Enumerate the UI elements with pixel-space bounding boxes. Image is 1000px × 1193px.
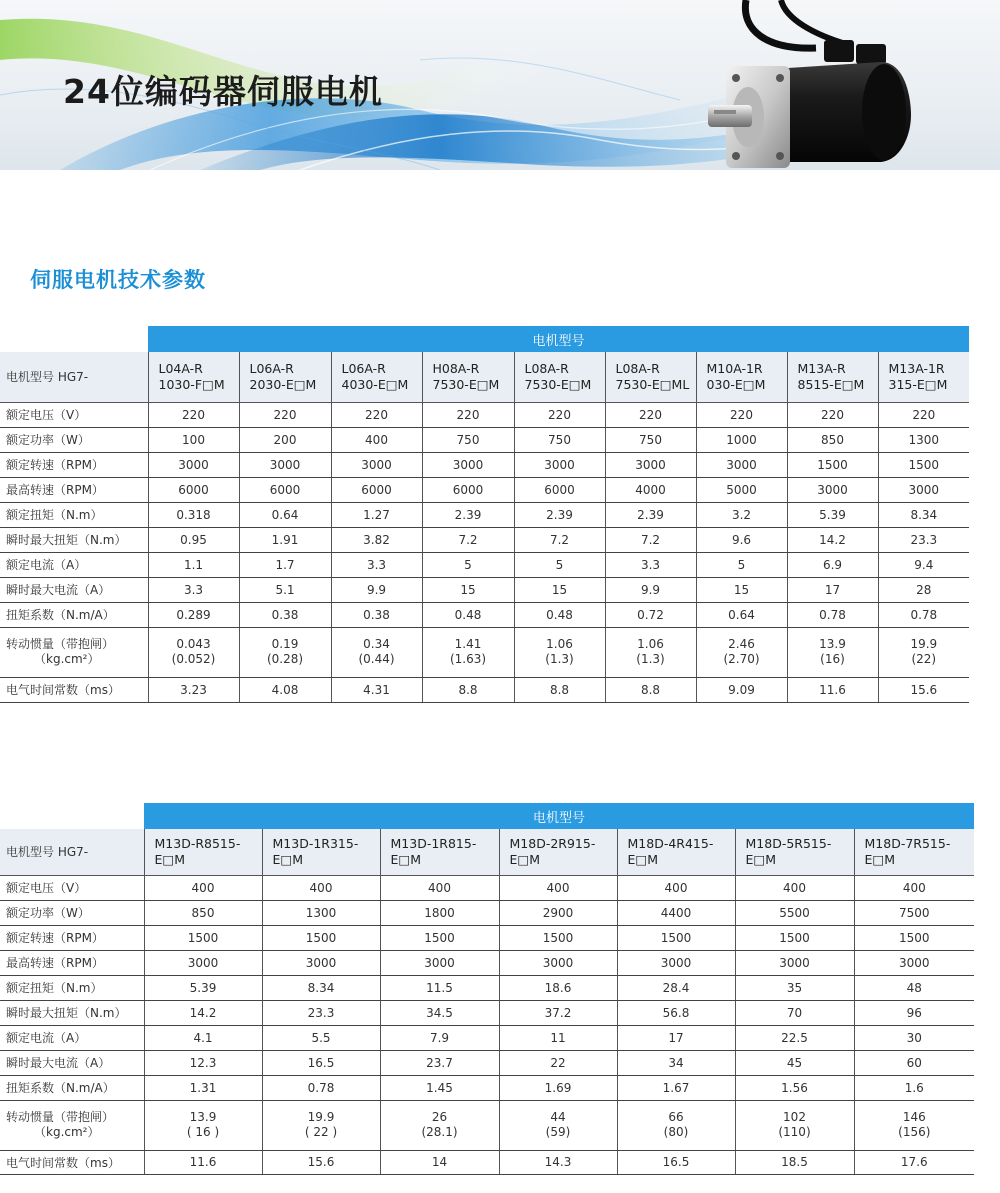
spec-value-cell: 2900 bbox=[499, 900, 617, 925]
spec-row bbox=[0, 900, 974, 925]
spec-value-cell: 7500 bbox=[854, 900, 974, 925]
spec-row bbox=[0, 452, 969, 477]
spec-value-cell: 1.45 bbox=[380, 1075, 499, 1100]
spec-value-cell: 220 bbox=[787, 402, 878, 427]
spec-value-cell: 16.5 bbox=[617, 1150, 735, 1174]
spec-value-cell: 0.38 bbox=[331, 602, 422, 627]
spec-value-cell: 6000 bbox=[331, 477, 422, 502]
spec-value-cell: 23.3 bbox=[878, 527, 969, 552]
spec-value-cell: 850 bbox=[787, 427, 878, 452]
spec-value-cell: 1.56 bbox=[735, 1075, 854, 1100]
spec-value-cell: 34.5 bbox=[380, 1000, 499, 1025]
spec-value-cell: 28 bbox=[878, 577, 969, 602]
spec-value-cell: 2.39 bbox=[422, 502, 514, 527]
spec-value-cell: 3000 bbox=[239, 452, 331, 477]
spec-row bbox=[0, 427, 969, 452]
servo-motor-image bbox=[706, 0, 1000, 170]
spec-row-label: 转动惯量（带抱闸） （kg.cm²） bbox=[0, 1100, 144, 1150]
spec-row-label: 额定功率（W） bbox=[0, 900, 144, 925]
spec-value-cell: 1.41 (1.63) bbox=[422, 627, 514, 677]
spec-table-400v bbox=[0, 803, 974, 1175]
spec-value-cell: 3.2 bbox=[696, 502, 787, 527]
spec-row bbox=[0, 925, 974, 950]
spec-value-cell: 17.6 bbox=[854, 1150, 974, 1174]
spec-value-cell: 13.9 (16) bbox=[787, 627, 878, 677]
spec-value-cell: 1.67 bbox=[617, 1075, 735, 1100]
spec-value-cell: 3000 bbox=[422, 452, 514, 477]
spec-value-cell: 3000 bbox=[878, 477, 969, 502]
spec-value-cell: 220 bbox=[514, 402, 605, 427]
spec-value-cell: 5 bbox=[514, 552, 605, 577]
spec-row-label: 电气时间常数（ms） bbox=[0, 677, 148, 702]
spec-value-cell: 220 bbox=[239, 402, 331, 427]
spec-row bbox=[0, 1075, 974, 1100]
spec-value-cell: 1.7 bbox=[239, 552, 331, 577]
spec-value-cell: 220 bbox=[696, 402, 787, 427]
spec-row-inertia bbox=[0, 627, 969, 677]
spec-value-cell: 5000 bbox=[696, 477, 787, 502]
model-band-row bbox=[0, 803, 974, 829]
spec-value-cell: 0.289 bbox=[148, 602, 239, 627]
spec-value-cell: 9.9 bbox=[605, 577, 696, 602]
spec-value-cell: 200 bbox=[239, 427, 331, 452]
spec-value-cell: 9.6 bbox=[696, 527, 787, 552]
model-row bbox=[0, 352, 969, 402]
spec-value-cell: 19.9 (22) bbox=[878, 627, 969, 677]
spec-value-cell: 0.38 bbox=[239, 602, 331, 627]
spec-value-cell: 6000 bbox=[239, 477, 331, 502]
spec-value-cell: 0.78 bbox=[787, 602, 878, 627]
model-cell: M13D-1R315- E□M bbox=[262, 829, 380, 875]
spec-value-cell: 15 bbox=[422, 577, 514, 602]
spec-row bbox=[0, 677, 969, 702]
spec-value-cell: 8.34 bbox=[878, 502, 969, 527]
spec-row-label: 额定转速（RPM） bbox=[0, 452, 148, 477]
spec-value-cell: 2.46 (2.70) bbox=[696, 627, 787, 677]
spec-value-cell: 0.34 (0.44) bbox=[331, 627, 422, 677]
spec-value-cell: 1300 bbox=[262, 900, 380, 925]
spec-value-cell: 17 bbox=[787, 577, 878, 602]
spec-value-cell: 56.8 bbox=[617, 1000, 735, 1025]
spec-value-cell: 18.6 bbox=[499, 975, 617, 1000]
spec-value-cell: 35 bbox=[735, 975, 854, 1000]
spec-row bbox=[0, 1150, 974, 1174]
spec-value-cell: 0.48 bbox=[514, 602, 605, 627]
spec-value-cell: 2.39 bbox=[514, 502, 605, 527]
model-cell: L06A-R 4030-E□M bbox=[331, 352, 422, 402]
spec-value-cell: 3000 bbox=[617, 950, 735, 975]
spec-row-label: 最高转速（RPM） bbox=[0, 950, 144, 975]
spec-row-label: 转动惯量（带抱闸） （kg.cm²） bbox=[0, 627, 148, 677]
spec-value-cell: 850 bbox=[144, 900, 262, 925]
spec-row bbox=[0, 477, 969, 502]
spec-value-cell: 9.4 bbox=[878, 552, 969, 577]
spec-value-cell: 4.31 bbox=[331, 677, 422, 702]
spec-value-cell: 11.6 bbox=[787, 677, 878, 702]
model-band-label: 电机型号 bbox=[144, 803, 974, 829]
spec-row bbox=[0, 552, 969, 577]
spec-value-cell: 3.23 bbox=[148, 677, 239, 702]
model-cell: M13D-1R815- E□M bbox=[380, 829, 499, 875]
spec-value-cell: 19.9 ( 22 ) bbox=[262, 1100, 380, 1150]
spec-value-cell: 8.34 bbox=[262, 975, 380, 1000]
spec-value-cell: 28.4 bbox=[617, 975, 735, 1000]
spec-value-cell: 4400 bbox=[617, 900, 735, 925]
spec-value-cell: 60 bbox=[854, 1050, 974, 1075]
spec-value-cell: 22 bbox=[499, 1050, 617, 1075]
spec-value-cell: 3000 bbox=[331, 452, 422, 477]
spec-value-cell: 16.5 bbox=[262, 1050, 380, 1075]
spec-value-cell: 1.31 bbox=[144, 1075, 262, 1100]
spec-value-cell: 3.3 bbox=[148, 577, 239, 602]
spec-value-cell: 70 bbox=[735, 1000, 854, 1025]
spec-value-cell: 0.19 (0.28) bbox=[239, 627, 331, 677]
spec-value-cell: 5500 bbox=[735, 900, 854, 925]
spec-row-label: 瞬时最大扭矩（N.m） bbox=[0, 1000, 144, 1025]
spec-value-cell: 13.9 ( 16 ) bbox=[144, 1100, 262, 1150]
model-cell: L06A-R 2030-E□M bbox=[239, 352, 331, 402]
spec-value-cell: 0.043 (0.052) bbox=[148, 627, 239, 677]
spec-value-cell: 220 bbox=[605, 402, 696, 427]
spec-value-cell: 4000 bbox=[605, 477, 696, 502]
spec-value-cell: 23.7 bbox=[380, 1050, 499, 1075]
model-row bbox=[0, 829, 974, 875]
banner-title: 24位编码器伺服电机 bbox=[63, 72, 383, 111]
spec-row-label: 瞬时最大电流（A） bbox=[0, 577, 148, 602]
model-band-label: 电机型号 bbox=[148, 326, 969, 352]
spec-value-cell: 220 bbox=[331, 402, 422, 427]
spec-value-cell: 1500 bbox=[617, 925, 735, 950]
spec-value-cell: 17 bbox=[617, 1025, 735, 1050]
spec-table-220v bbox=[0, 326, 969, 703]
spec-value-cell: 1500 bbox=[735, 925, 854, 950]
spec-value-cell: 7.9 bbox=[380, 1025, 499, 1050]
spec-value-cell: 1.06 (1.3) bbox=[605, 627, 696, 677]
spec-value-cell: 3000 bbox=[148, 452, 239, 477]
spec-value-cell: 26 (28.1) bbox=[380, 1100, 499, 1150]
spec-value-cell: 220 bbox=[148, 402, 239, 427]
spec-value-cell: 11.6 bbox=[144, 1150, 262, 1174]
spec-value-cell: 14.2 bbox=[787, 527, 878, 552]
spec-row bbox=[0, 1050, 974, 1075]
spec-value-cell: 5.1 bbox=[239, 577, 331, 602]
spec-row-label: 扭矩系数（N.m/A） bbox=[0, 1075, 144, 1100]
spec-value-cell: 2.39 bbox=[605, 502, 696, 527]
spec-value-cell: 102 (110) bbox=[735, 1100, 854, 1150]
spec-value-cell: 66 (80) bbox=[617, 1100, 735, 1150]
spec-value-cell: 3000 bbox=[499, 950, 617, 975]
spec-value-cell: 3.82 bbox=[331, 527, 422, 552]
spec-value-cell: 45 bbox=[735, 1050, 854, 1075]
model-cell: M18D-4R415- E□M bbox=[617, 829, 735, 875]
model-cell: M18D-2R915- E□M bbox=[499, 829, 617, 875]
spec-value-cell: 15 bbox=[696, 577, 787, 602]
spec-value-cell: 1.06 (1.3) bbox=[514, 627, 605, 677]
spec-value-cell: 1500 bbox=[787, 452, 878, 477]
model-cell: L08A-R 7530-E□ML bbox=[605, 352, 696, 402]
model-row-label: 电机型号 HG7- bbox=[0, 829, 144, 875]
spec-value-cell: 0.72 bbox=[605, 602, 696, 627]
spec-value-cell: 23.3 bbox=[262, 1000, 380, 1025]
spec-value-cell: 1.6 bbox=[854, 1075, 974, 1100]
spec-row bbox=[0, 1000, 974, 1025]
spec-value-cell: 1300 bbox=[878, 427, 969, 452]
model-cell: M13A-1R 315-E□M bbox=[878, 352, 969, 402]
spec-value-cell: 0.95 bbox=[148, 527, 239, 552]
model-cell: M10A-1R 030-E□M bbox=[696, 352, 787, 402]
spec-row bbox=[0, 875, 974, 900]
spec-value-cell: 4.08 bbox=[239, 677, 331, 702]
spec-value-cell: 1.69 bbox=[499, 1075, 617, 1100]
spec-value-cell: 9.9 bbox=[331, 577, 422, 602]
spec-value-cell: 7.2 bbox=[422, 527, 514, 552]
model-cell: M18D-7R515- E□M bbox=[854, 829, 974, 875]
spec-value-cell: 1500 bbox=[878, 452, 969, 477]
spec-value-cell: 400 bbox=[380, 875, 499, 900]
spec-value-cell: 11 bbox=[499, 1025, 617, 1050]
spec-value-cell: 7.2 bbox=[605, 527, 696, 552]
spec-value-cell: 400 bbox=[331, 427, 422, 452]
spec-value-cell: 5.5 bbox=[262, 1025, 380, 1050]
spec-value-cell: 9.09 bbox=[696, 677, 787, 702]
spec-value-cell: 0.64 bbox=[696, 602, 787, 627]
model-cell: M13A-R 8515-E□M bbox=[787, 352, 878, 402]
spec-value-cell: 1.27 bbox=[331, 502, 422, 527]
spec-value-cell: 6000 bbox=[514, 477, 605, 502]
spec-value-cell: 3000 bbox=[262, 950, 380, 975]
spec-value-cell: 6000 bbox=[148, 477, 239, 502]
spec-row-label: 额定电压（V） bbox=[0, 402, 148, 427]
spec-value-cell: 5.39 bbox=[144, 975, 262, 1000]
model-cell: L08A-R 7530-E□M bbox=[514, 352, 605, 402]
spec-value-cell: 3000 bbox=[696, 452, 787, 477]
model-row-label: 电机型号 HG7- bbox=[0, 352, 148, 402]
spec-value-cell: 6000 bbox=[422, 477, 514, 502]
spec-value-cell: 15.6 bbox=[262, 1150, 380, 1174]
spec-value-cell: 14 bbox=[380, 1150, 499, 1174]
spec-value-cell: 30 bbox=[854, 1025, 974, 1050]
spec-value-cell: 0.64 bbox=[239, 502, 331, 527]
spec-row-label: 额定扭矩（N.m） bbox=[0, 502, 148, 527]
spec-value-cell: 400 bbox=[854, 875, 974, 900]
header-banner bbox=[0, 0, 1000, 170]
spec-value-cell: 750 bbox=[422, 427, 514, 452]
model-cell: M13D-R8515- E□M bbox=[144, 829, 262, 875]
spec-value-cell: 5.39 bbox=[787, 502, 878, 527]
spec-value-cell: 3000 bbox=[144, 950, 262, 975]
spec-value-cell: 3000 bbox=[735, 950, 854, 975]
model-cell: L04A-R 1030-F□M bbox=[148, 352, 239, 402]
spec-row bbox=[0, 577, 969, 602]
spec-value-cell: 18.5 bbox=[735, 1150, 854, 1174]
spec-row bbox=[0, 1025, 974, 1050]
spec-value-cell: 3000 bbox=[605, 452, 696, 477]
spec-row bbox=[0, 502, 969, 527]
spec-value-cell: 8.8 bbox=[605, 677, 696, 702]
spec-value-cell: 5 bbox=[696, 552, 787, 577]
spec-value-cell: 400 bbox=[262, 875, 380, 900]
model-cell: H08A-R 7530-E□M bbox=[422, 352, 514, 402]
spec-value-cell: 8.8 bbox=[514, 677, 605, 702]
spec-value-cell: 6.9 bbox=[787, 552, 878, 577]
spec-value-cell: 1500 bbox=[262, 925, 380, 950]
spec-value-cell: 1.1 bbox=[148, 552, 239, 577]
spec-value-cell: 3000 bbox=[787, 477, 878, 502]
spec-value-cell: 4.1 bbox=[144, 1025, 262, 1050]
spec-value-cell: 1000 bbox=[696, 427, 787, 452]
spec-value-cell: 22.5 bbox=[735, 1025, 854, 1050]
spec-row bbox=[0, 402, 969, 427]
spec-value-cell: 220 bbox=[878, 402, 969, 427]
spec-value-cell: 400 bbox=[735, 875, 854, 900]
spec-value-cell: 400 bbox=[617, 875, 735, 900]
spec-value-cell: 14.3 bbox=[499, 1150, 617, 1174]
spec-value-cell: 7.2 bbox=[514, 527, 605, 552]
spec-value-cell: 1500 bbox=[499, 925, 617, 950]
spec-value-cell: 96 bbox=[854, 1000, 974, 1025]
spec-value-cell: 15.6 bbox=[878, 677, 969, 702]
spec-value-cell: 0.318 bbox=[148, 502, 239, 527]
spec-row-label: 最高转速（RPM） bbox=[0, 477, 148, 502]
spec-value-cell: 0.48 bbox=[422, 602, 514, 627]
spec-value-cell: 15 bbox=[514, 577, 605, 602]
spec-value-cell: 1500 bbox=[854, 925, 974, 950]
spec-row-label: 额定功率（W） bbox=[0, 427, 148, 452]
spec-value-cell: 5 bbox=[422, 552, 514, 577]
spec-value-cell: 750 bbox=[514, 427, 605, 452]
spec-row-inertia bbox=[0, 1100, 974, 1150]
spec-row-label: 额定电压（V） bbox=[0, 875, 144, 900]
spec-value-cell: 8.8 bbox=[422, 677, 514, 702]
model-cell: M18D-5R515- E□M bbox=[735, 829, 854, 875]
section-title: 伺服电机技术参数 bbox=[30, 268, 206, 292]
spec-value-cell: 146 (156) bbox=[854, 1100, 974, 1150]
model-band-row bbox=[0, 326, 969, 352]
spec-value-cell: 3.3 bbox=[331, 552, 422, 577]
spec-row-label: 瞬时最大扭矩（N.m） bbox=[0, 527, 148, 552]
spec-value-cell: 0.78 bbox=[262, 1075, 380, 1100]
spec-value-cell: 3000 bbox=[854, 950, 974, 975]
spec-value-cell: 1800 bbox=[380, 900, 499, 925]
spec-value-cell: 48 bbox=[854, 975, 974, 1000]
spec-value-cell: 1500 bbox=[144, 925, 262, 950]
spec-value-cell: 11.5 bbox=[380, 975, 499, 1000]
spec-value-cell: 14.2 bbox=[144, 1000, 262, 1025]
spec-value-cell: 3.3 bbox=[605, 552, 696, 577]
spec-value-cell: 12.3 bbox=[144, 1050, 262, 1075]
spec-value-cell: 750 bbox=[605, 427, 696, 452]
spec-value-cell: 1500 bbox=[380, 925, 499, 950]
spec-value-cell: 1.91 bbox=[239, 527, 331, 552]
spec-row bbox=[0, 527, 969, 552]
spec-row-label: 额定转速（RPM） bbox=[0, 925, 144, 950]
spec-row-label: 额定扭矩（N.m） bbox=[0, 975, 144, 1000]
spec-row-label: 额定电流（A） bbox=[0, 552, 148, 577]
spec-row bbox=[0, 950, 974, 975]
spec-row bbox=[0, 975, 974, 1000]
spec-value-cell: 3000 bbox=[514, 452, 605, 477]
spec-value-cell: 400 bbox=[499, 875, 617, 900]
spec-row-label: 瞬时最大电流（A） bbox=[0, 1050, 144, 1075]
spec-value-cell: 34 bbox=[617, 1050, 735, 1075]
spec-value-cell: 37.2 bbox=[499, 1000, 617, 1025]
spec-value-cell: 220 bbox=[422, 402, 514, 427]
spec-row bbox=[0, 602, 969, 627]
spec-value-cell: 100 bbox=[148, 427, 239, 452]
spec-value-cell: 0.78 bbox=[878, 602, 969, 627]
spec-row-label: 扭矩系数（N.m/A） bbox=[0, 602, 148, 627]
spec-row-label: 电气时间常数（ms） bbox=[0, 1150, 144, 1174]
spec-row-label: 额定电流（A） bbox=[0, 1025, 144, 1050]
spec-value-cell: 400 bbox=[144, 875, 262, 900]
spec-value-cell: 44 (59) bbox=[499, 1100, 617, 1150]
spec-value-cell: 3000 bbox=[380, 950, 499, 975]
